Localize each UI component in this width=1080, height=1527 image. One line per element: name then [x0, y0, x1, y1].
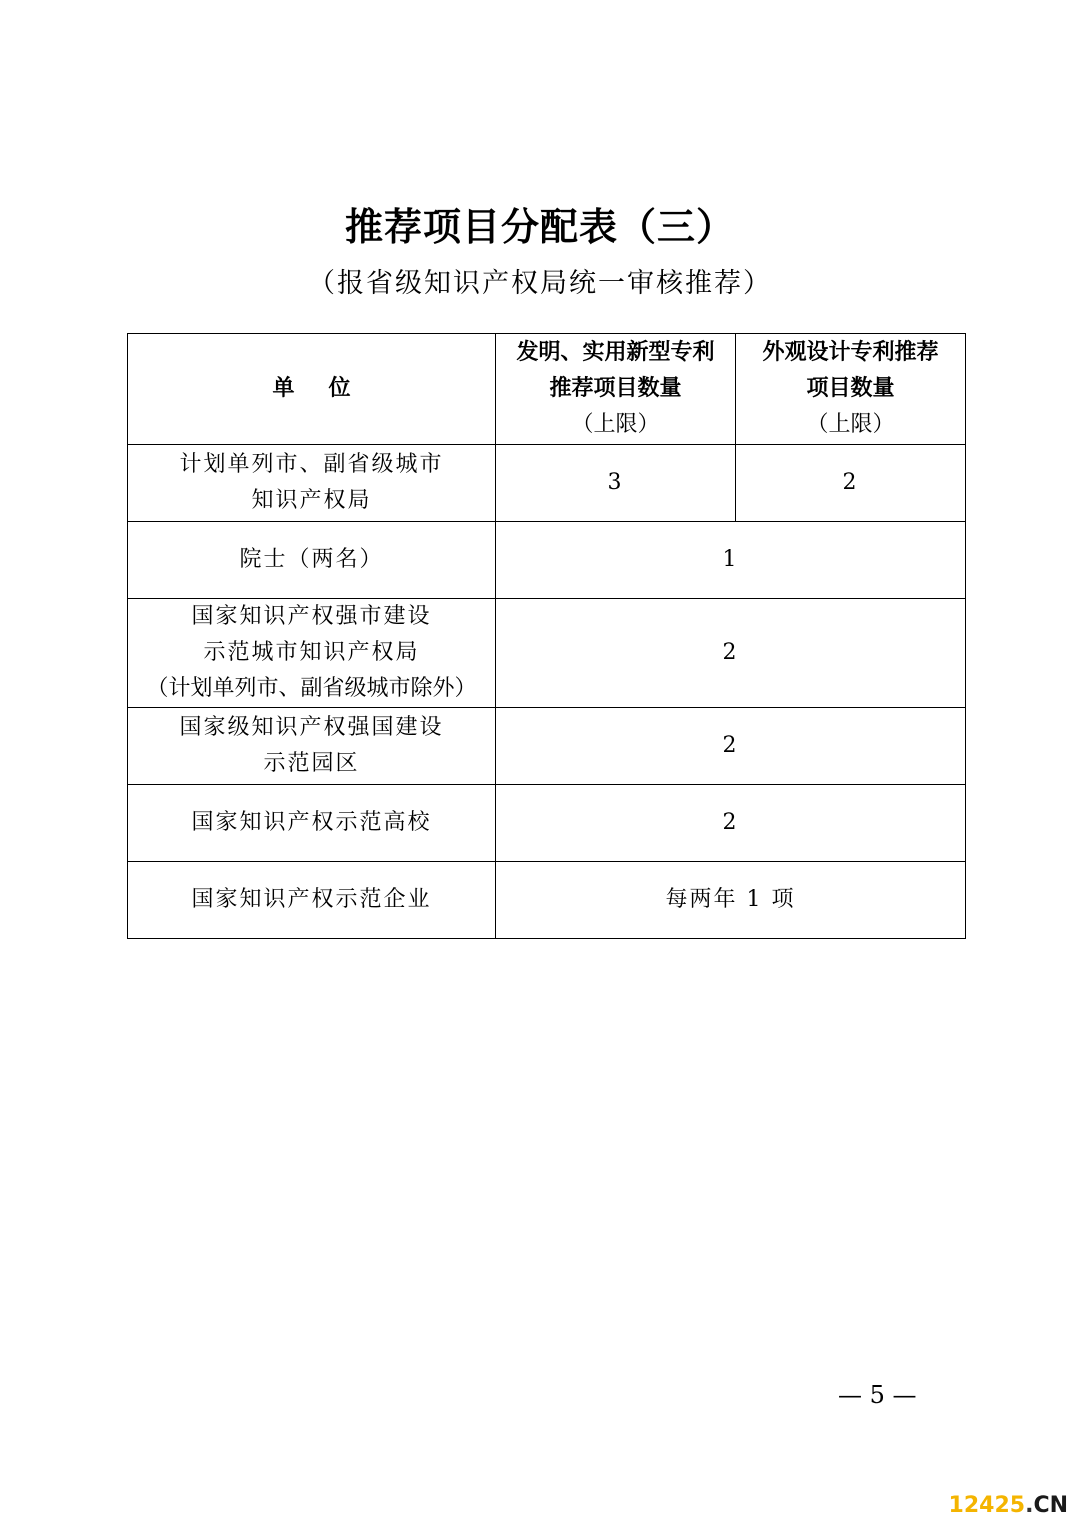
row-unit-line: 院士（两名）	[239, 547, 384, 572]
row-unit-line: 示范城市知识产权局	[203, 640, 420, 665]
row-design-value: 2	[736, 445, 966, 522]
row-combined-value: 1	[496, 522, 966, 599]
header-invention-line-1: 发明、实用新型专利	[516, 340, 715, 365]
table-row	[128, 445, 966, 522]
document-subtitle: （报省级知识产权局统一审核推荐）	[308, 268, 772, 299]
table-row	[128, 599, 966, 708]
table-row	[128, 862, 966, 939]
row-combined-value: 2	[496, 708, 966, 785]
header-design	[736, 334, 966, 445]
allocation-table	[127, 333, 966, 939]
table-row	[128, 522, 966, 599]
watermark-number: 12425	[948, 1493, 1026, 1518]
row-unit-line: 示范园区	[263, 751, 360, 776]
header-unit-label: 单位	[272, 376, 385, 401]
row-combined-value: 2	[496, 785, 966, 862]
header-invention	[496, 334, 736, 445]
row-unit-cell	[128, 785, 496, 862]
table-header-row	[128, 334, 966, 445]
header-design-line-3: （上限）	[806, 412, 895, 437]
table-row	[128, 708, 966, 785]
row-invention-value: 3	[496, 445, 736, 522]
document-title: 推荐项目分配表（三）	[344, 205, 735, 249]
row-unit-line: 国家知识产权强市建设	[191, 604, 432, 629]
header-unit	[128, 334, 496, 445]
watermark-dot: .	[1025, 1493, 1034, 1518]
row-unit-cell	[128, 708, 496, 785]
row-unit-line: 国家知识产权示范高校	[191, 810, 432, 835]
header-design-line-1: 外观设计专利推荐	[762, 340, 939, 365]
table-row	[128, 785, 966, 862]
page-number-text: — 5 —	[838, 1381, 917, 1409]
row-unit-line: 知识产权局	[251, 488, 372, 513]
header-invention-line-2: 推荐项目数量	[549, 376, 682, 401]
row-unit-cell	[128, 599, 496, 708]
row-combined-value: 2	[496, 599, 966, 708]
row-combined-value: 每两年 1 项	[496, 862, 966, 939]
row-unit-line: （计划单列市、副省级城市除外）	[146, 676, 477, 701]
site-watermark	[949, 1493, 1068, 1519]
row-unit-line: 国家知识产权示范企业	[191, 887, 432, 912]
row-unit-cell	[128, 522, 496, 599]
row-unit-cell	[128, 862, 496, 939]
header-design-line-2: 项目数量	[806, 376, 895, 401]
row-unit-cell	[128, 445, 496, 522]
watermark-cn: CN	[1033, 1493, 1068, 1518]
row-unit-line: 国家级知识产权强国建设	[179, 715, 444, 740]
header-invention-line-3: （上限）	[571, 412, 660, 437]
row-unit-line: 计划单列市、副省级城市	[179, 452, 444, 477]
